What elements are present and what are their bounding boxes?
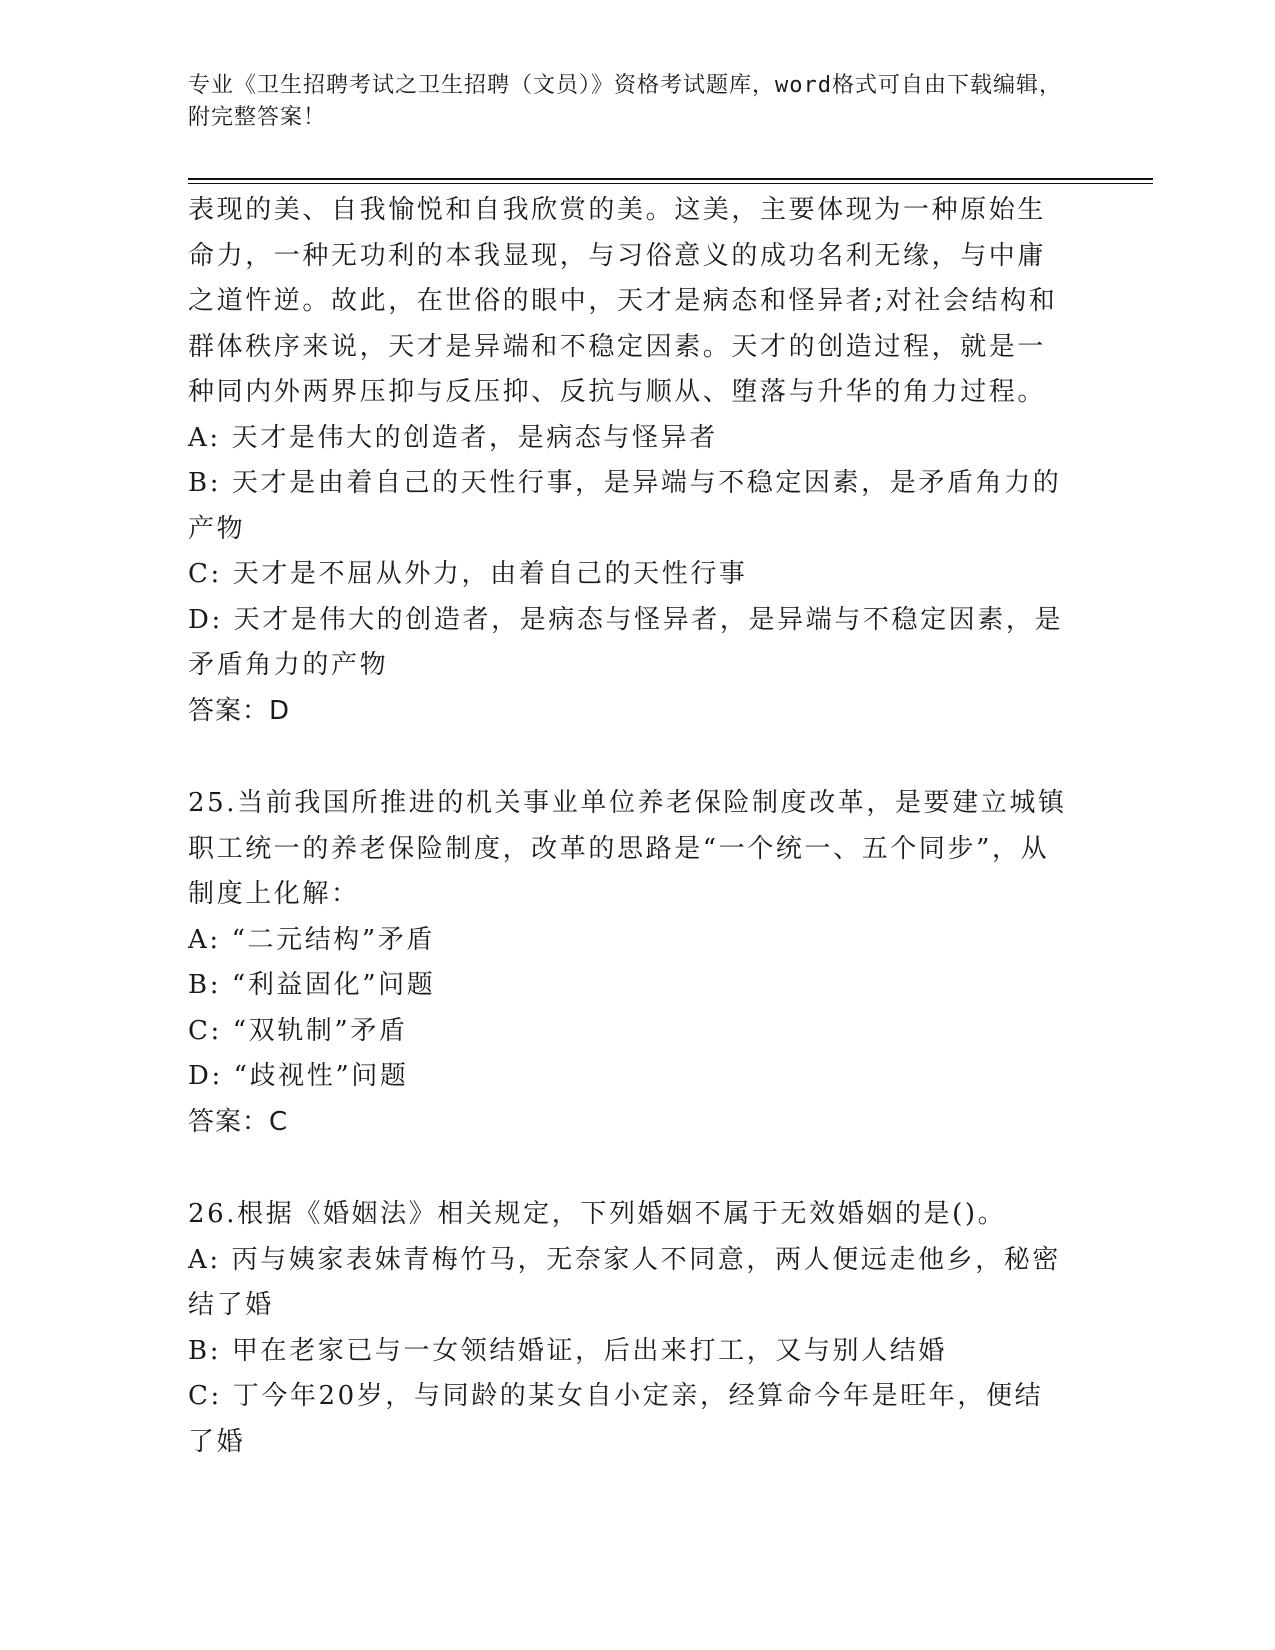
question-spacer: [188, 734, 1068, 781]
q24-option-a: A: 天才是伟大的创造者，是病态与怪异者: [188, 422, 718, 453]
q24-option-b: B: 天才是由着自己的天性行事，是异端与不稳定因素，是矛盾角力的产物: [188, 468, 1062, 544]
q26-option-b: B: 甲在老家已与一女领结婚证，后出来打工，又与别人结婚: [188, 1335, 947, 1366]
q25-stem: 25.当前我国所推进的机关事业单位养老保险制度改革，是要建立城镇职工统一的养老保险制度，改革的思路是“一个统一、五个同步”，从制度上化解：: [188, 788, 1067, 909]
q26-option-a: A: 丙与姨家表妹青梅竹马，无奈家人不同意，两人便远走他乡，秘密结了婚: [188, 1244, 1062, 1320]
page-header: 专业《卫生招聘考试之卫生招聘（文员）》资格考试题库，word格式可自由下载编辑，附完整答案！: [188, 73, 1062, 130]
q25-answer: 答案：C: [188, 1106, 289, 1137]
q24-answer: 答案：D: [188, 695, 291, 726]
q26-stem: 26.根据《婚姻法》相关规定，下列婚姻不属于无效婚姻的是()。: [188, 1199, 1007, 1229]
q25-option-b: B: “利益固化”问题: [188, 970, 436, 1000]
q24-option-d: D: 天才是伟大的创造者，是病态与怪异者，是异端与不稳定因素，是矛盾角力的产物: [188, 604, 1064, 680]
q25-option-d: D: “歧视性”问题: [188, 1061, 409, 1091]
question-content: [188, 188, 1068, 1465]
q25-option-c: C: “双轨制”矛盾: [188, 1015, 408, 1046]
q24-passage: 表现的美、自我愉悦和自我欣赏的美。这美，主要体现为一种原始生命力，一种无功利的本我显现，与习俗意义的成功名利无缘，与中庸之道忤逆。故此，在世俗的眼中，天才是病态和怪异者;对社会结构和群体秩序来说，天才是异端和不稳定因素。天才的创造过程，就是一种同内外两界压抑与反压抑、反抗与顺从、堕落与升华的角力过程。: [188, 195, 1058, 407]
question-spacer: [188, 1145, 1068, 1192]
q26-option-c: C: 丁今年20岁，与同龄的某女自小定亲，经算命今年是旺年，便结了婚: [188, 1381, 1044, 1457]
q24-option-c: C: 天才是不屈从外力，由着自己的天性行事: [188, 559, 748, 589]
q25-option-a: A: “二元结构”矛盾: [188, 924, 435, 955]
header-divider: [188, 178, 1153, 184]
